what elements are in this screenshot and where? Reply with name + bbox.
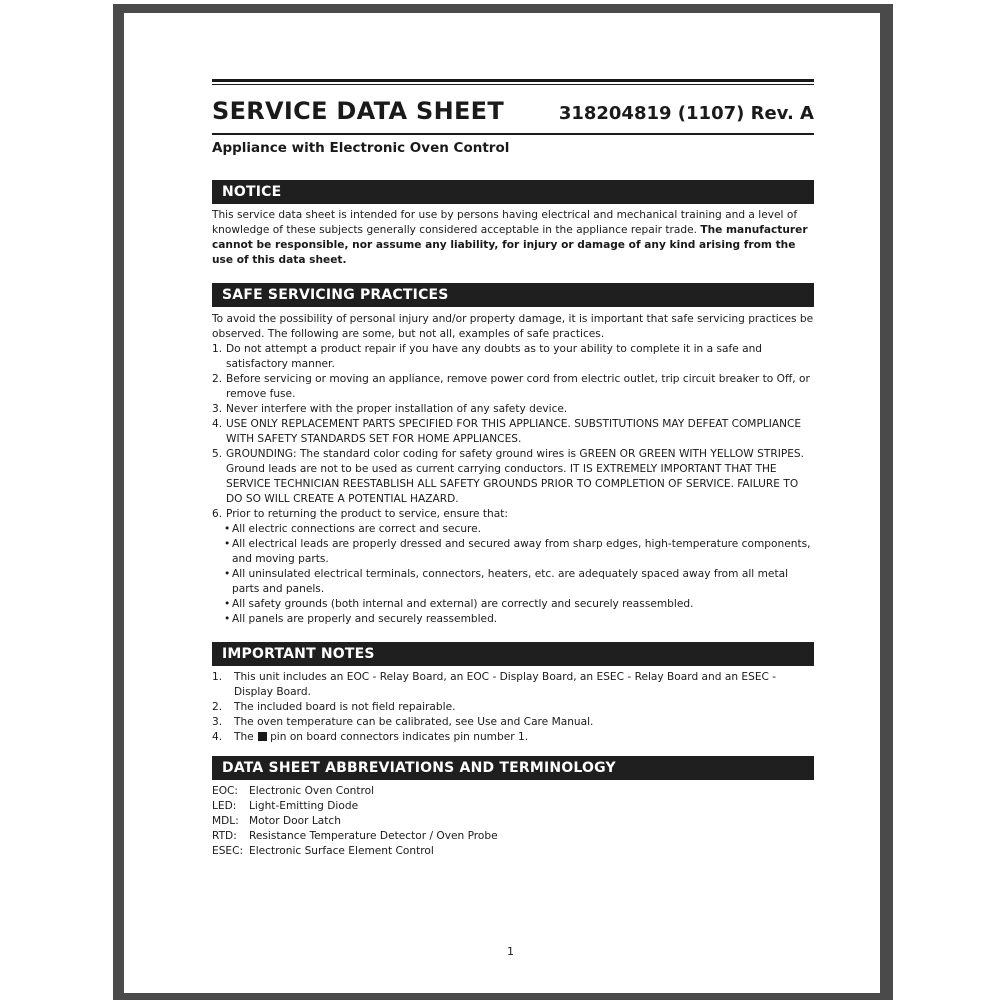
list-item-text: GROUNDING: The standard color coding for safety ground wires is GREEN OR GREEN WITH YELLOW STRIPES. Ground leads are not to be used as current carrying conductors. IT IS EXTREMELY IMPORTANT THAT THE SERVICE TECHNICIAN REESTABLISH ALL SAFETY GROUNDS PRIOR TO COMPLETION OF SERVICE. FAILURE TO DO SO WILL CREATE A POTENTIAL HAZARD. <box>226 448 804 505</box>
safe-practices-list <box>212 342 814 627</box>
list-item <box>212 417 814 447</box>
bullet-icon: • <box>224 538 231 550</box>
abbreviation-value: Motor Door Latch <box>249 815 341 827</box>
list-item-number: 3. <box>212 403 223 415</box>
bullet-item <box>212 537 814 567</box>
note-item <box>212 730 814 745</box>
important-notes-heading: IMPORTANT NOTES <box>212 642 814 666</box>
bullet-text: All uninsulated electrical terminals, connectors, heaters, etc. are adequately spaced away from all metal parts and panels. <box>232 568 789 595</box>
note-number: 3. <box>212 716 223 728</box>
important-notes-list <box>212 670 814 745</box>
title-rule <box>212 133 814 135</box>
list-item-number: 1. <box>212 343 223 355</box>
list-item <box>212 402 814 417</box>
list-item-text: USE ONLY REPLACEMENT PARTS SPECIFIED FOR THIS APPLIANCE. SUBSTITUTIONS MAY DEFEAT COMPLIANCE WITH SAFETY STANDARDS SET FOR HOME APPLIANCES. <box>226 418 802 445</box>
safe-practices-heading: SAFE SERVICING PRACTICES <box>212 283 814 307</box>
list-item-text: Before servicing or moving an appliance, remove power cord from electric outlet, trip circuit breaker to Off, or remove fuse. <box>226 373 810 400</box>
note-text: The included board is not field repairable. <box>234 701 456 713</box>
bullet-icon: • <box>224 598 231 610</box>
abbreviations-list <box>212 784 814 859</box>
list-item <box>212 507 814 522</box>
list-item-text: Prior to returning the product to service, ensure that: <box>226 508 508 520</box>
note-number: 2. <box>212 701 223 713</box>
note-text-after: pin on board connectors indicates pin number 1. <box>270 731 529 743</box>
bullet-text: All panels are properly and securely reassembled. <box>232 613 498 625</box>
abbreviation-row <box>212 799 814 814</box>
abbreviation-key: MDL: <box>212 815 239 827</box>
bullet-item <box>212 522 814 537</box>
abbreviation-row <box>212 844 814 859</box>
page-title: SERVICE DATA SHEET <box>212 97 505 125</box>
note-text: This unit includes an EOC - Relay Board, an EOC - Display Board, an ESEC - Relay Board and an ESEC - Display Board. <box>234 671 777 698</box>
abbreviation-value: Resistance Temperature Detector / Oven Probe <box>249 830 498 842</box>
notice-text <box>212 208 814 268</box>
bullet-text: All safety grounds (both internal and external) are correctly and securely reassembled. <box>232 598 694 610</box>
note-number: 4. <box>212 731 223 743</box>
bullet-item <box>212 597 814 612</box>
list-item-number: 6. <box>212 508 223 520</box>
bullet-icon: • <box>224 523 231 535</box>
bullet-item <box>212 612 814 627</box>
list-item-text: Never interfere with the proper installation of any safety device. <box>226 403 568 415</box>
list-item-number: 5. <box>212 448 223 460</box>
list-item-number: 2. <box>212 373 223 385</box>
pin-square-icon <box>258 732 267 741</box>
document-number: 318204819 (1107) Rev. A <box>558 103 814 124</box>
note-item <box>212 670 814 700</box>
bullet-item <box>212 567 814 597</box>
abbreviation-key: LED: <box>212 800 237 812</box>
abbreviation-row <box>212 814 814 829</box>
abbreviation-row <box>212 784 814 799</box>
abbreviation-value: Electronic Oven Control <box>249 785 375 797</box>
abbreviation-value: Electronic Surface Element Control <box>249 845 434 857</box>
notice-text-bold: The manufacturer cannot be responsible, nor assume any liability, for injury or damage of any kind arising from the use of this data sheet. <box>212 224 808 266</box>
bullet-icon: • <box>224 568 231 580</box>
abbreviation-key: RTD: <box>212 830 237 842</box>
note-item <box>212 700 814 715</box>
abbreviation-value: Light-Emitting Diode <box>249 800 359 812</box>
page-number: 1 <box>507 945 514 958</box>
abbreviation-row <box>212 829 814 844</box>
list-item-number: 4. <box>212 418 223 430</box>
notice-heading: NOTICE <box>212 180 814 204</box>
note-number: 1. <box>212 671 223 683</box>
note-text-before: The <box>234 731 254 743</box>
abbreviation-key: EOC: <box>212 785 238 797</box>
note-item <box>212 715 814 730</box>
list-item <box>212 342 814 372</box>
notice-text-normal: This service data sheet is intended for use by persons having electrical and mechanical training and a level of knowledge of these subjects generally considered acceptable in the appliance repair trade. <box>212 209 798 236</box>
list-item <box>212 447 814 507</box>
document-subtitle: Appliance with Electronic Oven Control <box>212 140 510 156</box>
top-double-rule <box>212 79 814 85</box>
safe-practices-intro: To avoid the possibility of personal injury and/or property damage, it is important that safe servicing practices be observed. The following are some, but not all, examples of safe practices. <box>212 313 814 340</box>
note-text: The oven temperature can be calibrated, see Use and Care Manual. <box>234 716 594 728</box>
bullet-text: All electric connections are correct and secure. <box>232 523 482 535</box>
document-page <box>124 13 880 993</box>
abbreviations-heading: DATA SHEET ABBREVIATIONS AND TERMINOLOGY <box>212 756 814 780</box>
list-item <box>212 372 814 402</box>
bullet-text: All electrical leads are properly dressed and secured away from sharp edges, high-temperature components, and moving parts. <box>232 538 811 565</box>
abbreviation-key: ESEC: <box>212 845 244 857</box>
list-item-text: Do not attempt a product repair if you have any doubts as to your ability to complete it in a safe and satisfactory manner. <box>226 343 763 370</box>
bullet-icon: • <box>224 613 231 625</box>
